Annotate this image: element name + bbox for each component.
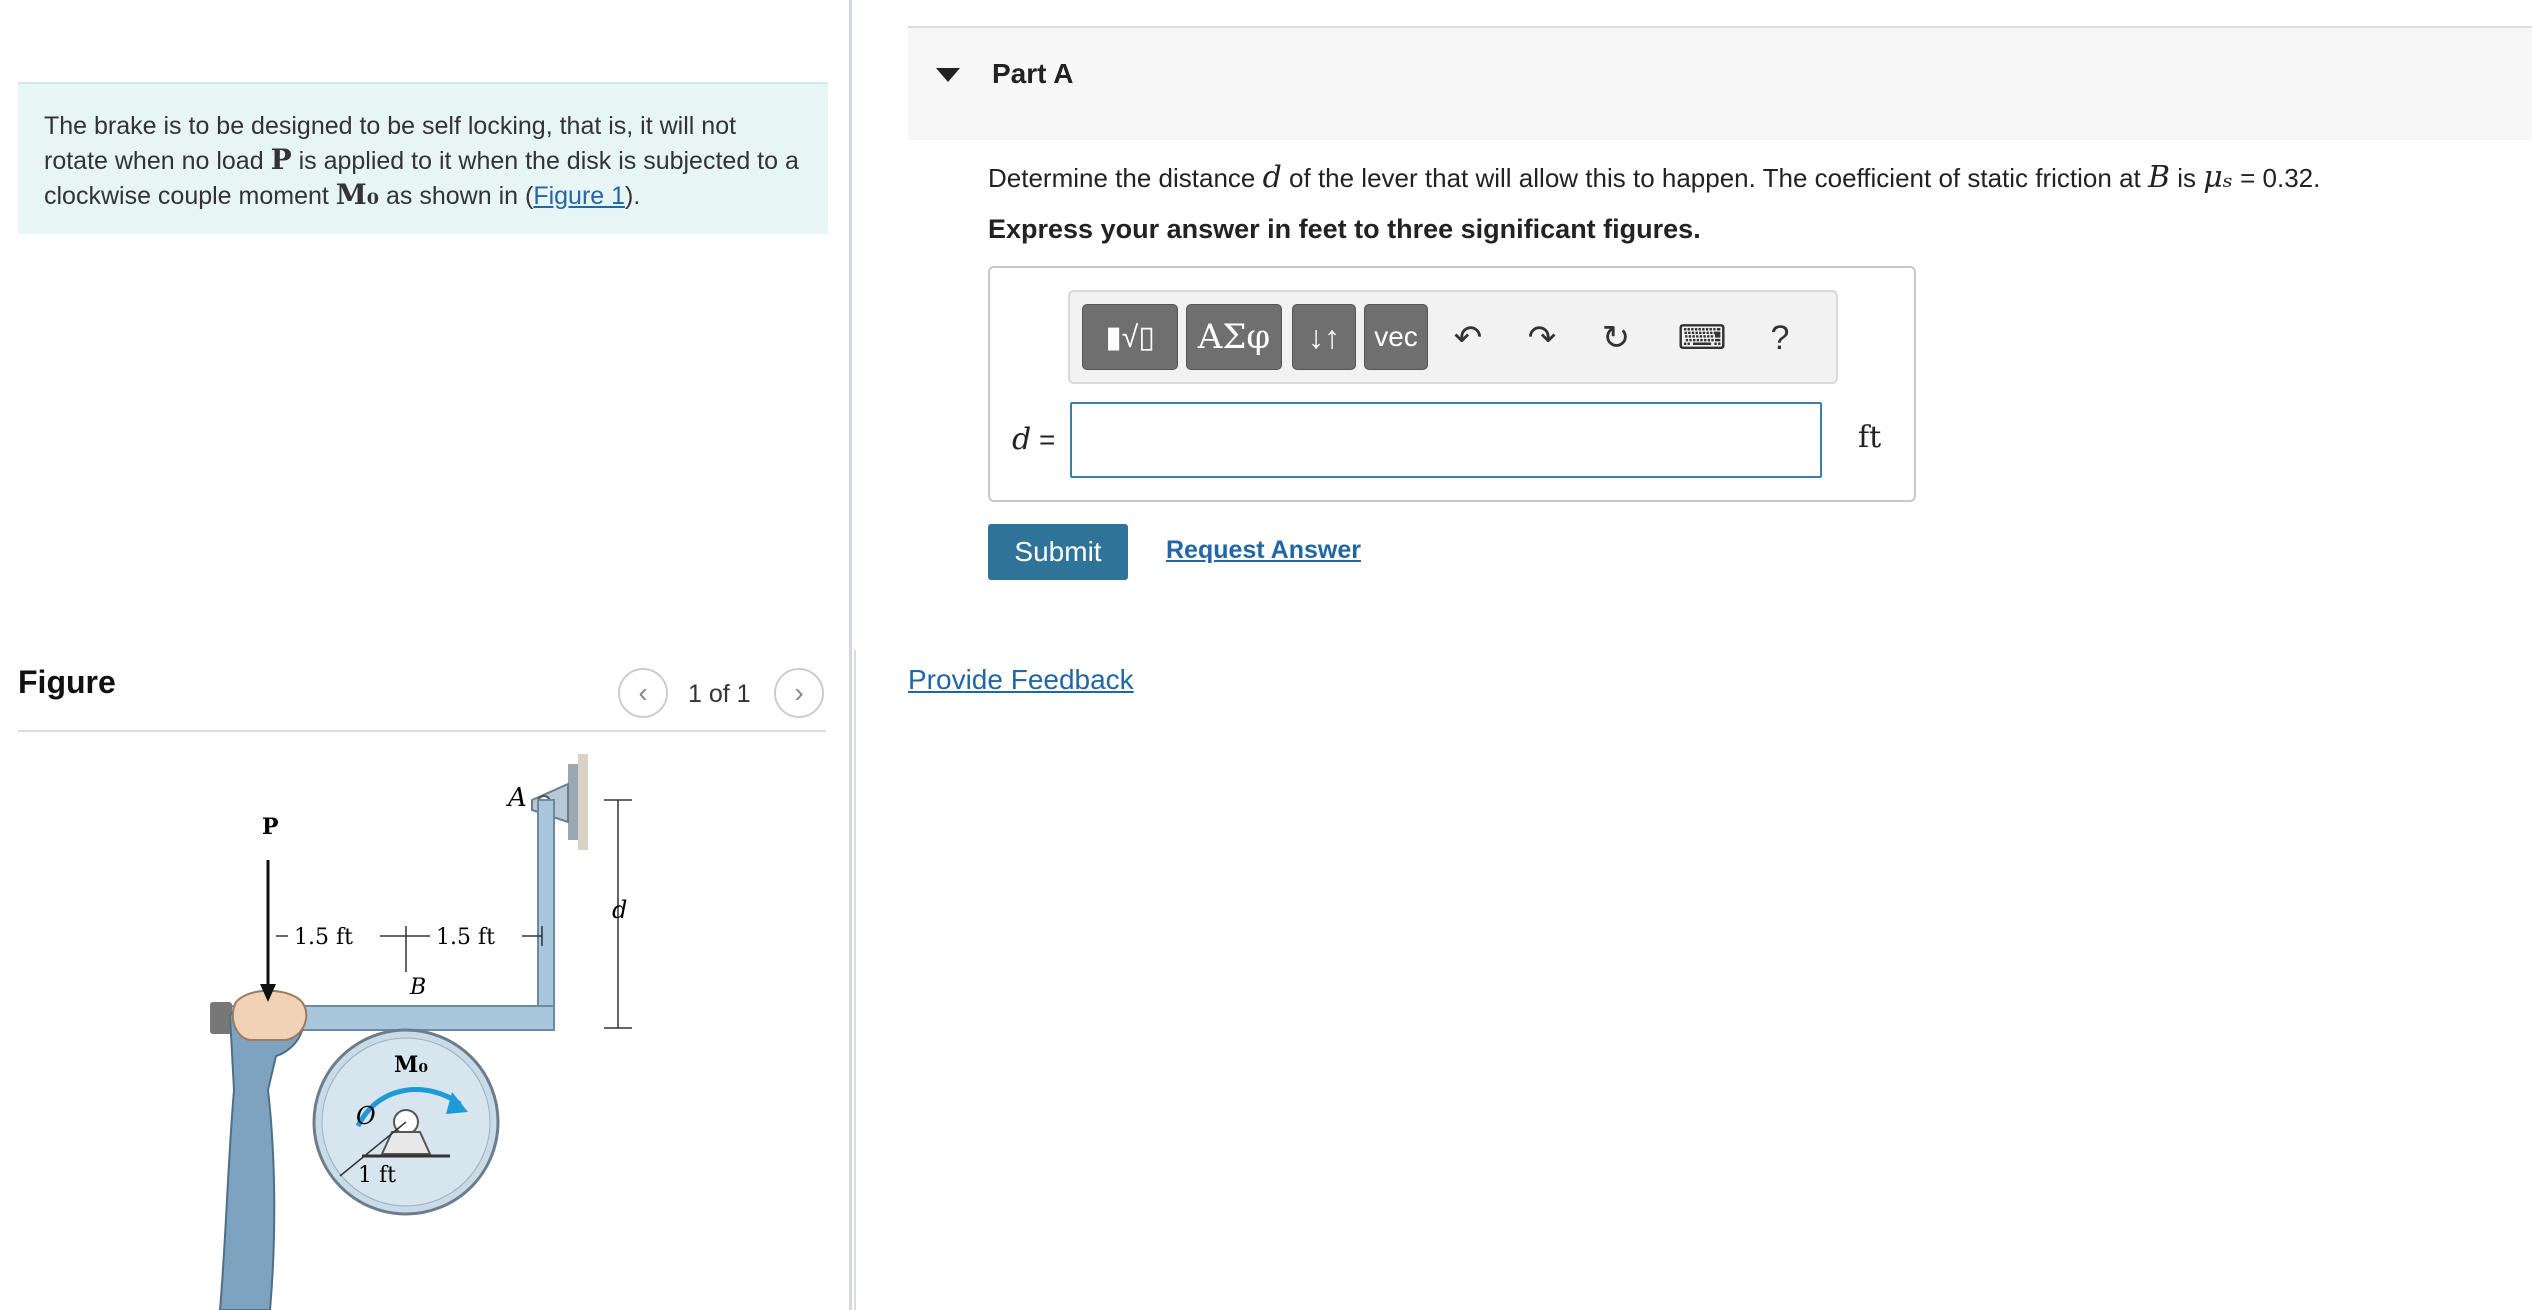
arrows-icon: ↓↑	[1308, 318, 1340, 355]
arrows-button[interactable]	[1292, 304, 1356, 370]
part-header[interactable]	[908, 26, 2532, 140]
keyboard-button[interactable]	[1674, 310, 1730, 366]
templates-icon: ▮√▯	[1105, 320, 1155, 354]
math-toolbar	[1068, 290, 1838, 384]
moment-symbol: M₀	[335, 178, 380, 211]
problem-panel	[0, 0, 852, 1310]
redo-button[interactable]	[1514, 310, 1570, 366]
greek-symbols-icon: ΑΣφ	[1197, 317, 1271, 357]
templates-button[interactable]	[1082, 304, 1178, 370]
question-fragment: of the lever that will allow this to happen. The coefficient of static friction at	[1281, 163, 2148, 193]
point-b-symbol: B	[2147, 160, 2171, 195]
friction-symbol: μₛ	[2203, 160, 2233, 195]
label-o: O	[356, 1102, 376, 1130]
question-fragment: Determine the distance	[988, 163, 1263, 193]
label-p: P	[262, 814, 279, 840]
answer-variable: d	[1012, 422, 1032, 457]
chevron-left-icon: ‹	[638, 677, 648, 708]
answer-instruction: Express your answer in feet to three significant figures.	[988, 214, 1701, 244]
label-a: A	[508, 783, 527, 813]
undo-icon: ↶	[1453, 319, 1483, 357]
label-d: d	[612, 896, 628, 924]
radius-label: 1 ft	[358, 1163, 396, 1188]
arm-sleeve	[220, 1001, 303, 1310]
answer-input[interactable]	[1070, 402, 1822, 478]
problem-statement	[18, 82, 828, 234]
label-b: B	[410, 975, 427, 1000]
question-fragment: is	[2170, 163, 2204, 193]
vector-label: vec	[1374, 321, 1418, 352]
reset-icon: ↻	[1601, 319, 1631, 357]
redo-icon: ↷	[1527, 319, 1557, 357]
answer-variable-label	[1012, 422, 1055, 457]
load-symbol: P	[270, 143, 292, 176]
reset-button[interactable]	[1588, 310, 1644, 366]
undo-button[interactable]	[1440, 310, 1496, 366]
panel-divider	[854, 650, 856, 1310]
answer-box	[988, 266, 1916, 502]
dimension-right: 1.5 ft	[436, 925, 495, 950]
statement-text: as shown in (	[379, 182, 534, 210]
previous-figure-button[interactable]	[618, 668, 668, 718]
figure-header	[18, 660, 826, 732]
figure-title: Figure	[18, 664, 116, 700]
wall	[578, 754, 588, 850]
answer-unit: ft	[1858, 420, 1882, 455]
next-figure-button[interactable]	[774, 668, 824, 718]
dimension-left: 1.5 ft	[294, 925, 353, 950]
request-answer-link[interactable]: Request Answer	[1166, 536, 1361, 564]
bracket-plate	[568, 764, 578, 840]
equals-sign: =	[1031, 424, 1056, 455]
statement-text: The brake is to be designed to be self locking, that is, it will not rotate when no load	[44, 112, 737, 175]
question-text	[988, 160, 2320, 195]
vector-button[interactable]	[1364, 304, 1428, 370]
keyboard-icon: ⌨	[1677, 319, 1727, 357]
part-title: Part A	[992, 58, 1074, 89]
help-button[interactable]	[1752, 310, 1808, 366]
brake-figure	[100, 740, 720, 1310]
greek-symbols-button[interactable]	[1186, 304, 1282, 370]
statement-text: ).	[625, 182, 641, 210]
lever-handle-end	[210, 1002, 232, 1034]
label-m0: M₀	[394, 1052, 428, 1078]
distance-symbol: d	[1262, 160, 1282, 195]
question-fragment: = 0.32.	[2232, 163, 2321, 193]
caret-down-icon[interactable]	[936, 68, 960, 82]
statement-text: is applied to it when the disk is subjected to a clockwise couple moment	[44, 147, 799, 210]
lever-vertical-arm	[538, 800, 554, 1030]
provide-feedback-link[interactable]: Provide Feedback	[908, 664, 1134, 695]
figure-link[interactable]: Figure 1	[533, 182, 626, 210]
chevron-right-icon: ›	[794, 677, 804, 708]
figure-page-count: 1 of 1	[688, 680, 751, 708]
submit-button[interactable]: Submit	[988, 524, 1128, 580]
help-icon: ?	[1770, 318, 1790, 357]
